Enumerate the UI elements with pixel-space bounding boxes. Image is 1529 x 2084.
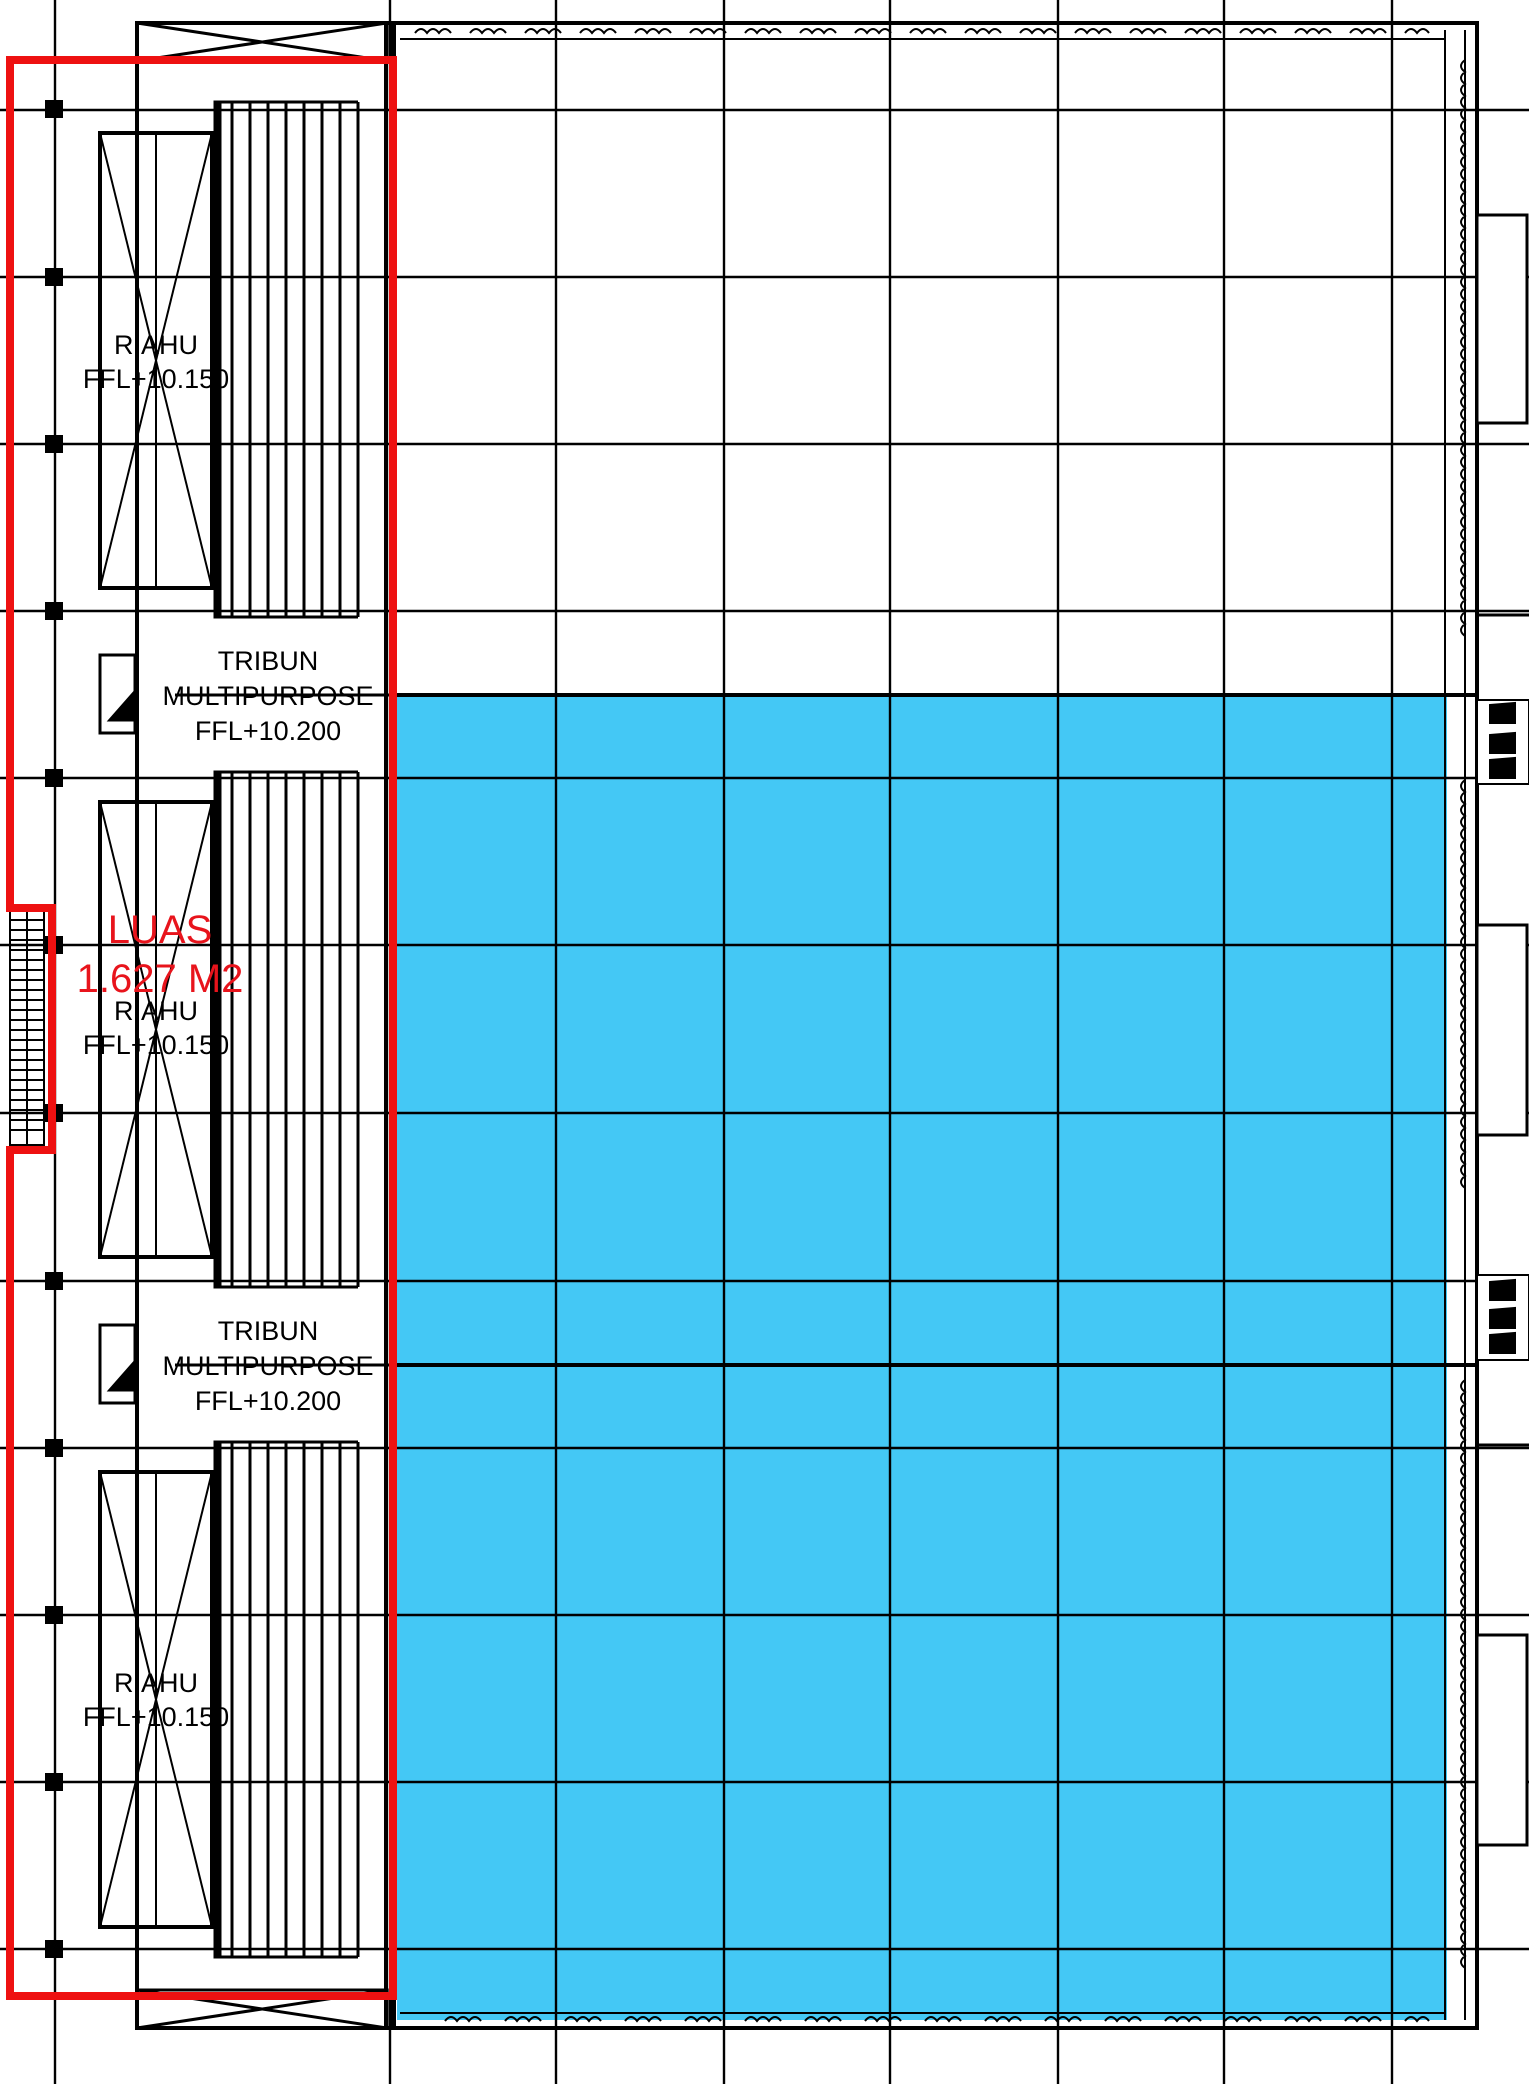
ahu-1-name: R.AHU	[113, 330, 199, 360]
tribun-1-subname: MULTIPURPOSE	[162, 681, 374, 711]
ahu-3-name: R.AHU	[113, 1668, 199, 1698]
multipurpose-floor-area	[397, 695, 1447, 2020]
ahu-2-name: R.AHU	[113, 996, 199, 1026]
ahu-2-level: FFL+10.150	[82, 1030, 230, 1060]
ahu-3-level: FFL+10.150	[82, 1702, 230, 1732]
area-callout-label: LUAS	[107, 908, 213, 952]
tribun-2-subname: MULTIPURPOSE	[162, 1351, 374, 1381]
right-exterior-features	[1477, 215, 1529, 1845]
ahu-room-3	[100, 1472, 212, 1927]
ahu-1-level: FFL+10.150	[82, 364, 230, 394]
tribun-2-name: TRIBUN	[217, 1316, 319, 1346]
area-callout-value: 1.627 M2	[76, 957, 244, 1001]
tribune-seating	[215, 102, 358, 1957]
perimeter-detail-top	[415, 29, 1429, 33]
tribun-access-doors	[100, 655, 390, 1403]
tribun-1-name: TRIBUN	[217, 646, 319, 676]
ahu-room-1	[100, 133, 212, 588]
tribun-2-level: FFL+10.200	[194, 1386, 342, 1416]
tribun-1-level: FFL+10.200	[194, 716, 342, 746]
